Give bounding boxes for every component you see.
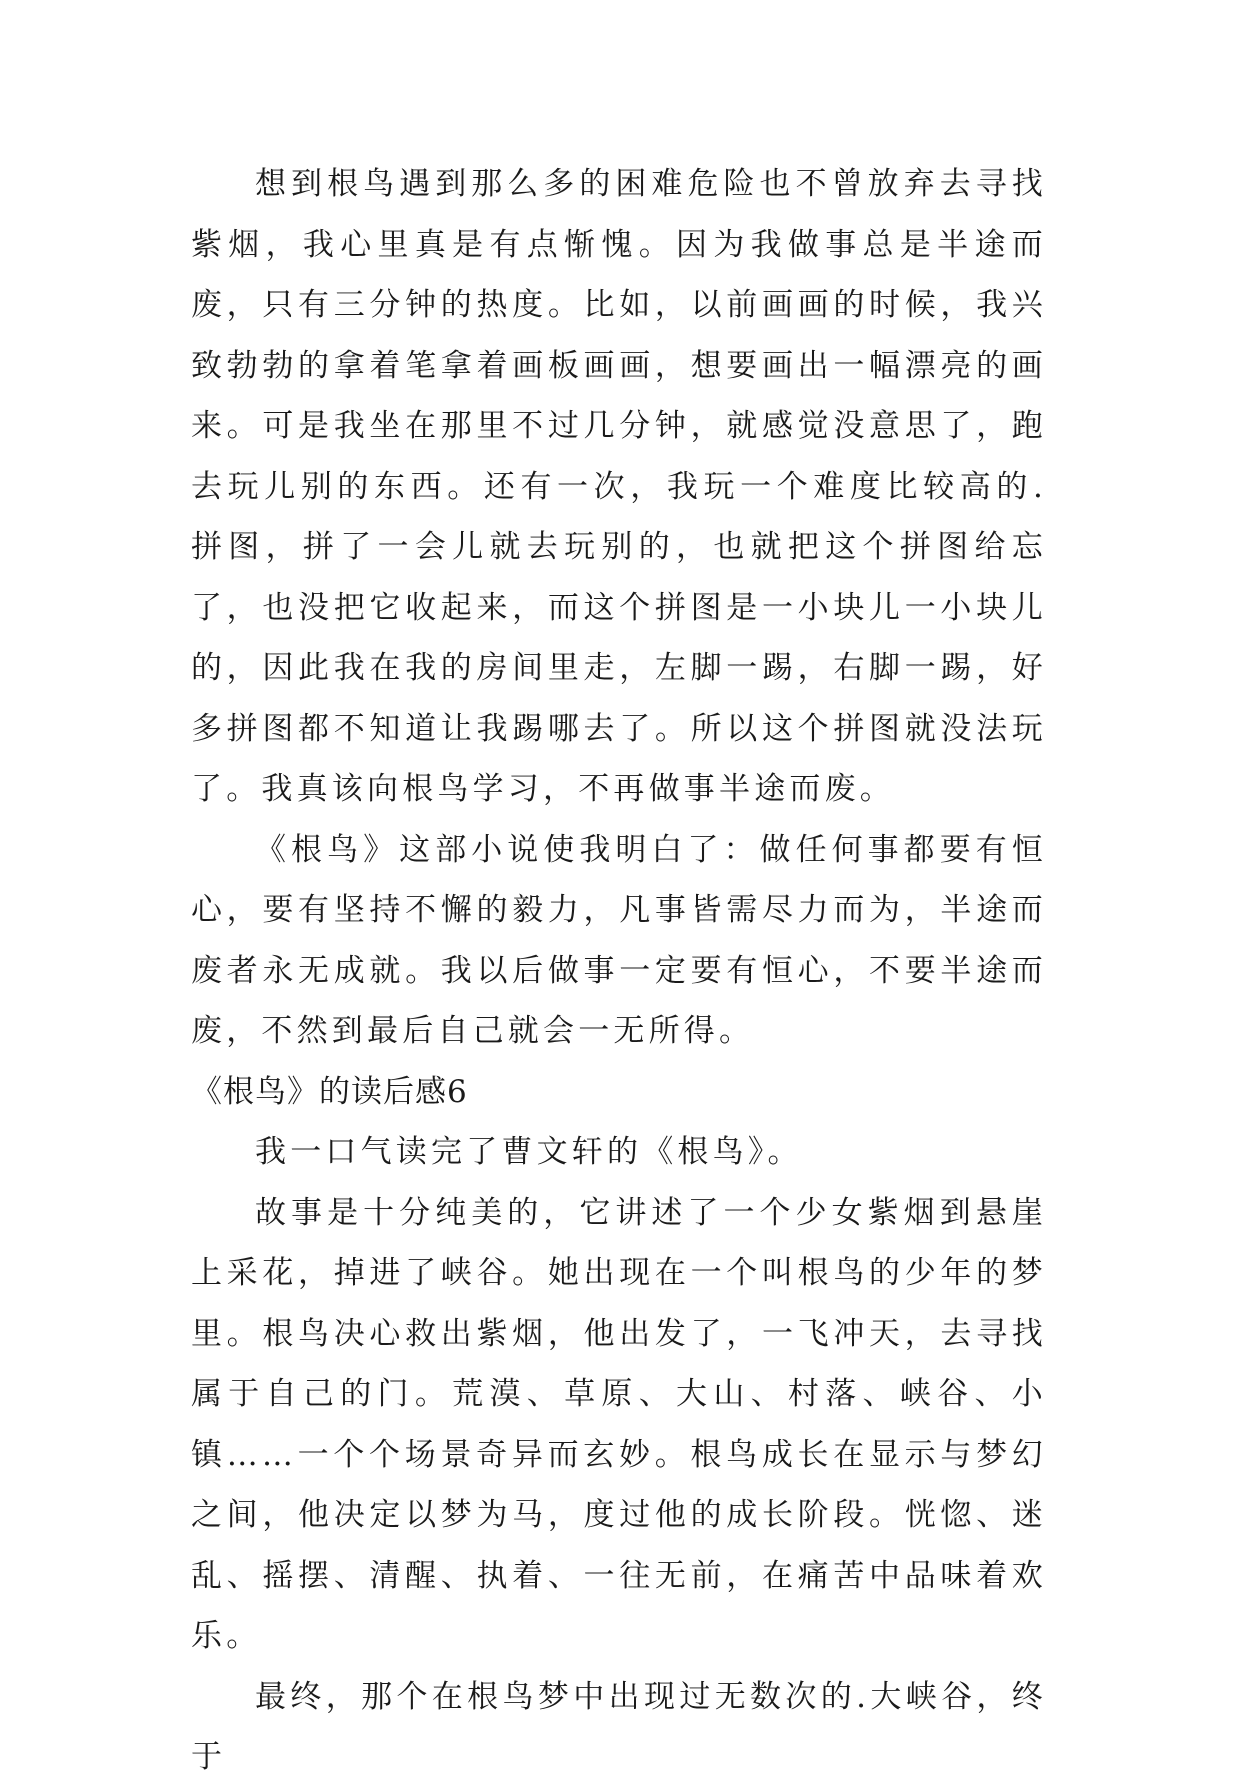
- paragraph-intro: 我一口气读完了曹文轩的《根鸟》。: [255, 1134, 803, 1170]
- paragraph-ending: 最终，那个在根鸟梦中出现过无数次的.大峡谷，终于: [191, 1678, 1047, 1775]
- paragraph-story: 故事是十分纯美的，它讲述了一个少女紫烟到悬崖上采花，掉进了峡谷。她出现在一个叫根鸟的少年的梦里。根鸟决心救出紫烟，他出发了，一飞冲天，去寻找属于自己的门。荒漠、草原、大山、村落、峡谷、小镇……一个个场景奇异而玄妙。根鸟成长在显示与梦幻之间，他决定以梦为马，度过他的成长阶段。恍惚、迷乱、摇摆、清醒、执着、一往无前，在痛苦中品味着欢乐。: [191, 1194, 1047, 1654]
- document-body: [191, 154, 1047, 1788]
- section-title: 《根鸟》的读后感6: [191, 1073, 468, 1110]
- paragraph-lesson: 《根鸟》这部小说使我明白了：做任何事都要有恒心，要有坚持不懈的毅力，凡事皆需尽力而为，半途而废者永无成就。我以后做事一定要有恒心，不要半途而废，不然到最后自己就会一无所得。: [191, 831, 1047, 1049]
- paragraph-shame-reflection: 想到根鸟遇到那么多的困难危险也不曾放弃去寻找紫烟，我心里真是有点惭愧。因为我做事总是半途而废，只有三分钟的热度。比如，以前画画的时候，我兴致勃勃的拿着笔拿着画板画画，想要画出一幅漂亮的画来。可是我坐在那里不过几分钟，就感觉没意思了，跑去玩儿别的东西。还有一次，我玩一个难度比较高的.拼图，拼了一会儿就去玩别的，也就把这个拼图给忘了，也没把它收起来，而这个拼图是一小块儿一小块儿的，因此我在我的房间里走，左脚一踢，右脚一踢，好多拼图都不知道让我踢哪去了。所以这个拼图就没法玩了。我真该向根鸟学习，不再做事半途而废。: [191, 166, 1047, 807]
